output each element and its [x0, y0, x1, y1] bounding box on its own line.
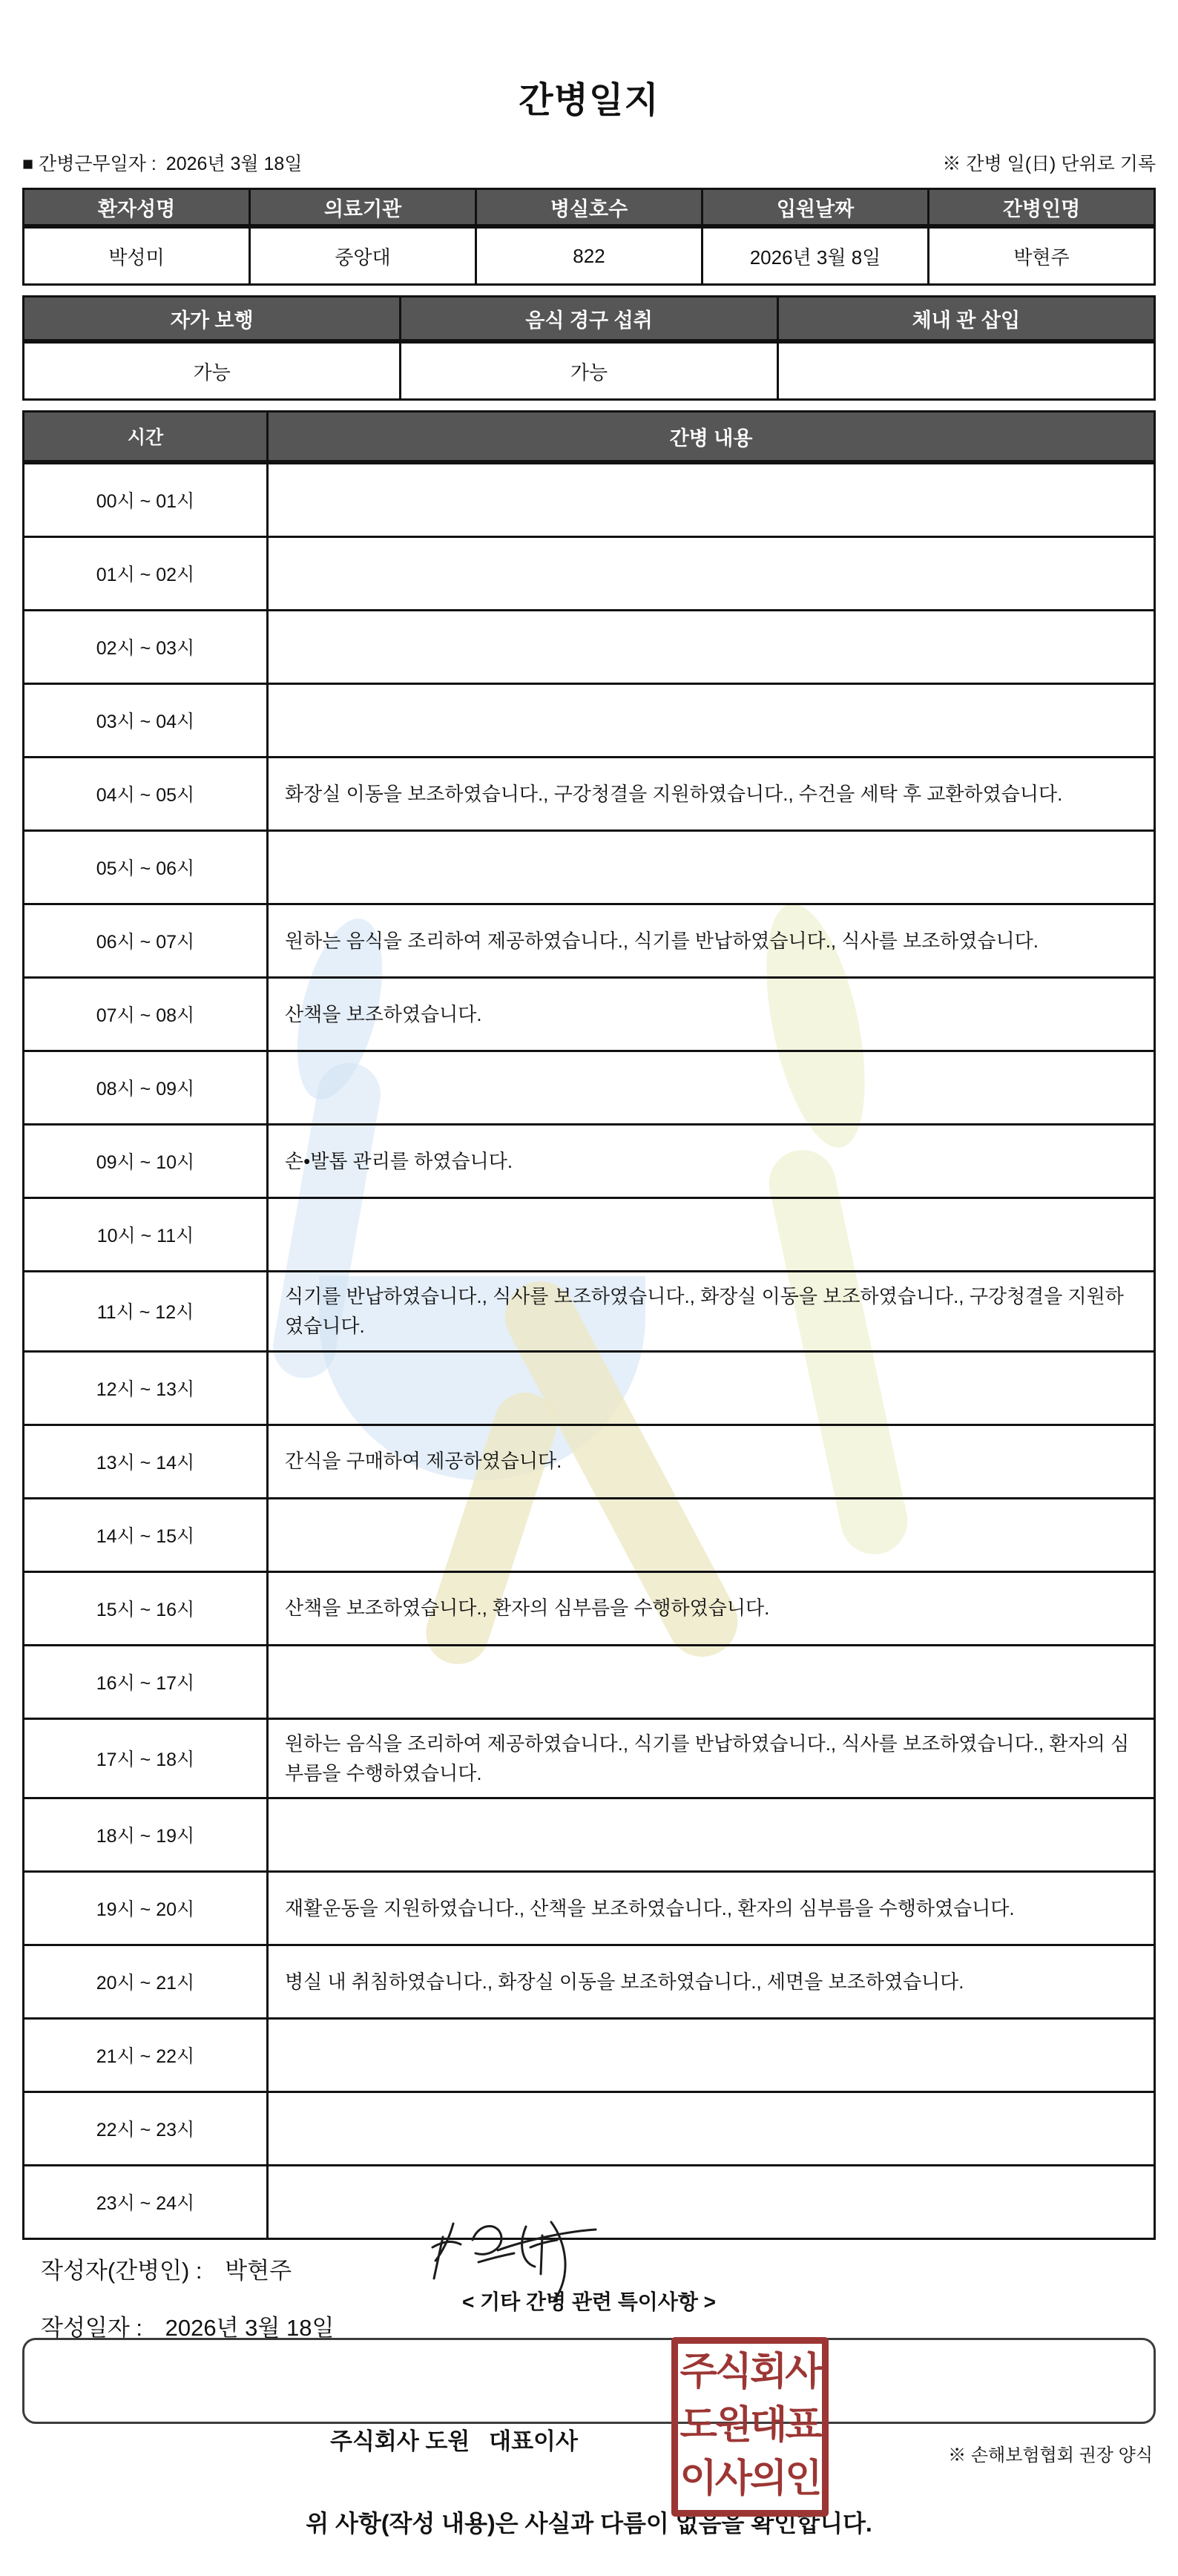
col-header-institution: 의료기관: [250, 189, 476, 227]
col-header-time: 시간: [24, 412, 268, 463]
patient-name-value: 박성미: [24, 226, 250, 285]
patient-status-header-row: [24, 297, 1155, 342]
admission-date-value: 2026년 3월 8일: [702, 226, 929, 285]
care-row-content: [268, 2166, 1155, 2239]
care-row-content: 산책을 보조하였습니다.: [268, 978, 1155, 1051]
care-table-row: [24, 1945, 1155, 2019]
care-table-row: [24, 684, 1155, 758]
care-row-content: 병실 내 취침하였습니다., 화장실 이동을 보조하였습니다., 세면을 보조하였습니다.: [268, 1945, 1155, 2019]
care-row-time: 18시 ~ 19시: [24, 1798, 268, 1872]
care-table-row: [24, 1872, 1155, 1945]
care-row-content: 산책을 보조하였습니다., 환자의 심부름을 수행하였습니다.: [268, 1571, 1155, 1645]
care-row-content: [268, 1645, 1155, 1718]
care-row-content: 화장실 이동을 보조하였습니다., 구강청결을 지원하였습니다., 수건을 세탁 후 교환하였습니다.: [268, 758, 1155, 831]
col-header-patient-name: 환자성명: [24, 189, 250, 227]
care-row-time: 15시 ~ 16시: [24, 1571, 268, 1645]
patient-status-table: [22, 295, 1156, 401]
care-row-content: [268, 684, 1155, 758]
work-date-value: 2026년 3월 18일: [165, 154, 303, 174]
care-row-time: 22시 ~ 23시: [24, 2092, 268, 2166]
care-row-time: 08시 ~ 09시: [24, 1051, 268, 1125]
care-row-time: 21시 ~ 22시: [24, 2019, 268, 2092]
care-row-time: 01시 ~ 02시: [24, 537, 268, 611]
care-row-content: 식기를 반납하였습니다., 식사를 보조하였습니다., 화장실 이동을 보조하였습니다., 구강청결을 지원하였습니다.: [268, 1272, 1155, 1352]
work-date-label: ■ 간병근무일자 :: [22, 154, 157, 174]
care-row-content: 손•발톱 관리를 하였습니다.: [268, 1125, 1155, 1198]
room-number-value: 822: [476, 226, 702, 285]
care-row-time: 03시 ~ 04시: [24, 684, 268, 758]
care-table-row: [24, 978, 1155, 1051]
self-walking-value: 가능: [24, 341, 401, 400]
patient-status-value-row: [24, 341, 1155, 400]
col-header-self-walking: 자가 보행: [24, 297, 401, 342]
written-date-value: 2026년 3월 18일: [165, 2315, 335, 2341]
care-table-row: [24, 1645, 1155, 1718]
form-note: ※ 손해보험협회 권장 양식: [948, 2445, 1153, 2466]
written-date-line: [41, 2309, 334, 2342]
handwritten-signature: [427, 2215, 605, 2319]
care-row-time: 20시 ~ 21시: [24, 1945, 268, 2019]
care-table-body: [24, 462, 1155, 2239]
care-table-row: [24, 1425, 1155, 1498]
seal-line-1: 주식회사: [680, 2350, 820, 2393]
care-table-row: [24, 2092, 1155, 2166]
care-table-header-row: [24, 412, 1155, 463]
meta-row: [22, 149, 1156, 176]
care-row-content: [268, 1798, 1155, 1872]
col-header-care-content: 간병 내용: [268, 412, 1155, 463]
care-row-time: 04시 ~ 05시: [24, 758, 268, 831]
writer-label: 작성자(간병인) :: [41, 2258, 203, 2284]
oral-intake-value: 가능: [401, 341, 777, 400]
care-row-time: 12시 ~ 13시: [24, 1351, 268, 1425]
care-row-time: 06시 ~ 07시: [24, 904, 268, 978]
tube-insertion-value: [777, 341, 1154, 400]
care-table-row: [24, 1051, 1155, 1125]
col-header-tube-insertion: 체내 관 삽입: [777, 297, 1154, 342]
care-row-time: 05시 ~ 06시: [24, 831, 268, 904]
company-seal-stamp: [671, 2337, 829, 2517]
hourly-care-table: [22, 410, 1156, 2240]
care-table-row: [24, 1125, 1155, 1198]
care-row-content: [268, 611, 1155, 684]
care-row-time: 23시 ~ 24시: [24, 2166, 268, 2239]
col-header-room-number: 병실호수: [476, 189, 702, 227]
care-table-row: [24, 537, 1155, 611]
care-row-time: 10시 ~ 11시: [24, 1198, 268, 1272]
care-table-row: [24, 611, 1155, 684]
care-row-time: 07시 ~ 08시: [24, 978, 268, 1051]
institution-value: 중앙대: [250, 226, 476, 285]
writer-line: [41, 2252, 292, 2285]
col-header-caregiver-name: 간병인명: [929, 189, 1155, 227]
care-row-content: [268, 2019, 1155, 2092]
care-row-time: 11시 ~ 12시: [24, 1272, 268, 1352]
care-row-time: 00시 ~ 01시: [24, 462, 268, 537]
care-row-content: [268, 1051, 1155, 1125]
care-table-row: [24, 1718, 1155, 1798]
col-header-oral-intake: 음식 경구 섭취: [401, 297, 777, 342]
seal-line-2: 도원대표: [680, 2404, 820, 2447]
care-table-row: [24, 1351, 1155, 1425]
care-row-time: 02시 ~ 03시: [24, 611, 268, 684]
work-date-line: [22, 149, 306, 176]
page-title: 간병일지: [519, 81, 659, 120]
caregiver-name-value: 박현주: [929, 226, 1155, 285]
confirmation-statement: 위 사항(작성 내용)은 사실과 다름이 없음을 확인합니다.: [306, 2510, 872, 2537]
company-line: 주식회사 도원 대표이사: [330, 2428, 578, 2454]
notes-heading: < 기타 간병 관련 특이사항 >: [461, 2290, 717, 2314]
unit-note: ※ 간병 일(日) 단위로 기록: [942, 154, 1156, 174]
care-row-content: [268, 1351, 1155, 1425]
care-row-content: [268, 831, 1155, 904]
care-row-time: 09시 ~ 10시: [24, 1125, 268, 1198]
care-row-time: 13시 ~ 14시: [24, 1425, 268, 1498]
care-row-content: [268, 462, 1155, 537]
patient-info-value-row: [24, 226, 1155, 285]
care-row-content: 원하는 음식을 조리하여 제공하였습니다., 식기를 반납하였습니다., 식사를 보조하였습니다., 환자의 심부름을 수행하였습니다.: [268, 1718, 1155, 1798]
writer-name: 박현주: [225, 2258, 292, 2284]
care-row-content: [268, 2092, 1155, 2166]
care-row-content: [268, 1498, 1155, 1571]
care-row-content: [268, 1198, 1155, 1272]
care-table-row: [24, 758, 1155, 831]
care-table-row: [24, 831, 1155, 904]
col-header-admission-date: 입원날짜: [702, 189, 929, 227]
patient-info-table: [22, 188, 1156, 286]
care-table-row: [24, 1498, 1155, 1571]
care-row-content: [268, 537, 1155, 611]
written-date-label: 작성일자 :: [41, 2315, 143, 2341]
care-row-time: 14시 ~ 15시: [24, 1498, 268, 1571]
care-row-time: 17시 ~ 18시: [24, 1718, 268, 1798]
care-row-content: 원하는 음식을 조리하여 제공하였습니다., 식기를 반납하였습니다., 식사를 보조하였습니다.: [268, 904, 1155, 978]
care-table-row: [24, 1198, 1155, 1272]
care-table-row: [24, 904, 1155, 978]
care-row-time: 19시 ~ 20시: [24, 1872, 268, 1945]
notes-box: [22, 2338, 1156, 2424]
seal-line-3: 이사의인: [680, 2457, 820, 2500]
care-table-row: [24, 1798, 1155, 1872]
care-table-row: [24, 1571, 1155, 1645]
care-row-content: 간식을 구매하여 제공하였습니다.: [268, 1425, 1155, 1498]
care-row-content: 재활운동을 지원하였습니다., 산책을 보조하였습니다., 환자의 심부름을 수행하였습니다.: [268, 1872, 1155, 1945]
care-table-row: [24, 2019, 1155, 2092]
care-table-row: [24, 1272, 1155, 1352]
patient-info-header-row: [24, 189, 1155, 227]
care-row-time: 16시 ~ 17시: [24, 1645, 268, 1718]
care-table-row: [24, 462, 1155, 537]
